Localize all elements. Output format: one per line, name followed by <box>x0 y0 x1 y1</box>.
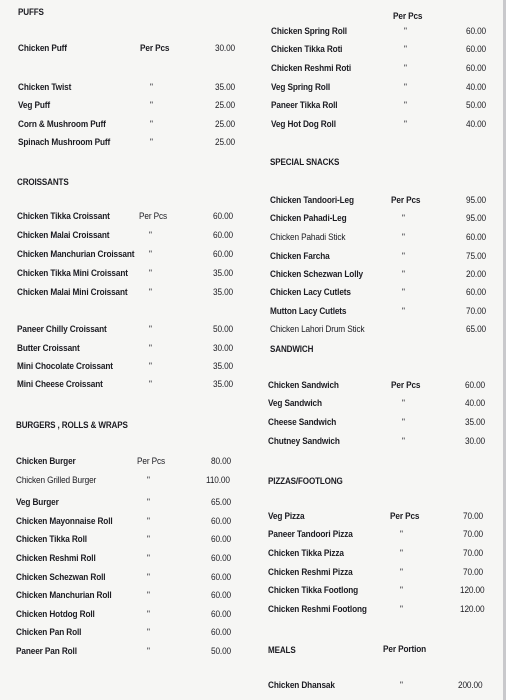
item-name: Chicken Farcha <box>270 251 330 262</box>
item-price: 80.00 <box>211 456 232 467</box>
item-price: 40.00 <box>466 82 487 93</box>
item-name: Chicken Pahadi-Leg <box>270 213 347 224</box>
item-unit: " <box>404 44 407 55</box>
item-unit: " <box>402 306 405 317</box>
item-name: Chicken Manchurian Croissant <box>17 249 135 260</box>
item-name: Mutton Lacy Cutlets <box>270 306 347 317</box>
item-unit: " <box>149 343 152 354</box>
item-price: 120.00 <box>460 585 485 596</box>
item-price: 60.00 <box>466 44 487 55</box>
item-name: Chicken Sandwich <box>268 380 339 391</box>
item-price: 70.00 <box>463 529 484 540</box>
section-heading-burgers: BURGERS , ROLLS & WRAPS <box>16 419 128 430</box>
item-name: Chicken Mayonnaise Roll <box>16 516 113 527</box>
item-price: 70.00 <box>463 567 484 578</box>
item-name: Chicken Reshmi Pizza <box>268 567 353 578</box>
item-name: Chicken Burger <box>16 456 76 467</box>
item-unit: " <box>147 572 150 583</box>
item-unit: " <box>149 324 152 335</box>
item-unit: " <box>402 287 405 298</box>
item-price: 60.00 <box>211 534 232 545</box>
item-unit: " <box>402 417 405 428</box>
item-name: Veg Puff <box>18 100 50 111</box>
item-unit: " <box>149 249 152 260</box>
item-unit: " <box>147 475 150 486</box>
section-heading-meals: MEALS <box>268 644 296 655</box>
item-name: Paneer Tikka Roll <box>271 100 338 111</box>
item-name: Chicken Tandoori-Leg <box>270 195 354 206</box>
item-name: Chicken Dhansak <box>268 680 335 691</box>
item-price: 35.00 <box>465 417 486 428</box>
item-name: Veg Hot Dog Roll <box>271 119 336 130</box>
item-price: 60.00 <box>213 230 234 241</box>
item-price: 70.00 <box>463 548 484 559</box>
item-unit: " <box>402 398 405 409</box>
item-name: Butter Croissant <box>17 343 80 354</box>
item-name: Chicken Reshmi Roll <box>16 553 96 564</box>
item-price: 20.00 <box>466 269 487 280</box>
item-name: Chicken Spring Roll <box>271 26 347 37</box>
item-unit: " <box>404 100 407 111</box>
item-price: 60.00 <box>211 609 232 620</box>
item-price: 25.00 <box>215 100 236 111</box>
item-unit: Per Pcs <box>139 211 167 222</box>
item-unit: Per Pcs <box>391 195 421 206</box>
item-name: Chicken Tikka Roll <box>16 534 87 545</box>
item-unit: " <box>147 627 150 638</box>
item-price: 70.00 <box>466 306 487 317</box>
item-price: 50.00 <box>211 646 232 657</box>
item-price: 30.00 <box>213 343 234 354</box>
item-unit: " <box>147 534 150 545</box>
item-price: 60.00 <box>465 380 486 391</box>
item-price: 65.00 <box>211 497 232 508</box>
item-unit: " <box>150 82 153 93</box>
item-name: Mini Chocolate Croissant <box>17 361 113 372</box>
item-price: 50.00 <box>466 100 487 111</box>
item-unit: " <box>400 585 403 596</box>
item-name: Chicken Reshmi Footlong <box>268 604 367 615</box>
item-price: 60.00 <box>466 26 487 37</box>
item-unit: " <box>400 680 403 691</box>
item-price: 35.00 <box>213 361 234 372</box>
item-unit: " <box>147 590 150 601</box>
item-unit: " <box>404 26 407 37</box>
item-name: Cheese Sandwich <box>268 417 337 428</box>
item-unit: " <box>150 100 153 111</box>
item-unit: " <box>404 119 407 130</box>
item-price: 95.00 <box>466 213 487 224</box>
item-name: Spinach Mushroom Puff <box>18 137 111 148</box>
item-name: Veg Sandwich <box>268 398 322 409</box>
item-unit: " <box>149 287 152 298</box>
item-price: 60.00 <box>213 249 234 260</box>
item-name: Mini Cheese Croissant <box>17 379 103 390</box>
item-price: 30.00 <box>465 436 486 447</box>
item-price: 60.00 <box>211 553 232 564</box>
item-unit: Per Pcs <box>390 511 420 522</box>
item-price: 60.00 <box>466 287 487 298</box>
item-price: 30.00 <box>215 43 236 54</box>
item-name: Veg Burger <box>16 497 59 508</box>
item-price: 200.00 <box>458 680 483 691</box>
item-name: Chicken Schezwan Roll <box>16 572 106 583</box>
item-name: Chicken Lacy Cutlets <box>270 287 351 298</box>
item-price: 35.00 <box>215 82 236 93</box>
item-price: 35.00 <box>213 287 234 298</box>
item-unit: " <box>149 379 152 390</box>
item-unit: " <box>150 137 153 148</box>
item-price: 35.00 <box>213 268 234 279</box>
item-unit: " <box>404 82 407 93</box>
item-name: Chicken Pahadi Stick <box>270 232 346 243</box>
item-unit: " <box>147 609 150 620</box>
item-name: Veg Spring Roll <box>271 82 331 93</box>
item-price: 60.00 <box>213 211 234 222</box>
item-unit: " <box>400 529 403 540</box>
item-price: 40.00 <box>465 398 486 409</box>
item-unit: " <box>150 119 153 130</box>
item-unit: " <box>402 436 405 447</box>
item-name: Chicken Lahori Drum Stick <box>270 324 365 335</box>
section-heading-sandwich: SANDWICH <box>270 343 314 354</box>
item-unit: " <box>149 361 152 372</box>
item-name: Chicken Manchurian Roll <box>16 590 112 601</box>
item-price: 40.00 <box>466 119 487 130</box>
item-price: 120.00 <box>460 604 485 615</box>
item-unit: " <box>402 232 405 243</box>
item-price: 35.00 <box>213 379 234 390</box>
item-unit: " <box>400 548 403 559</box>
item-name: Paneer Chilly Croissant <box>17 324 107 335</box>
item-unit: " <box>149 230 152 241</box>
section-heading-puffs: PUFFS <box>18 6 44 17</box>
section-heading-special-snacks: SPECIAL SNACKS <box>270 156 340 167</box>
item-unit: Per Pcs <box>137 456 165 467</box>
item-name: Chicken Malai Croissant <box>17 230 110 241</box>
item-unit: " <box>402 213 405 224</box>
item-name: Chicken Puff <box>18 43 67 54</box>
item-unit: " <box>402 251 405 262</box>
item-price: 65.00 <box>466 324 487 335</box>
item-price: 95.00 <box>466 195 487 206</box>
item-price: 25.00 <box>215 137 236 148</box>
item-name: Paneer Tandoori Pizza <box>268 529 353 540</box>
item-name: Chicken Tikka Pizza <box>268 548 344 559</box>
item-name: Chicken Tikka Roti <box>271 44 343 55</box>
item-name: Chicken Schezwan Lolly <box>270 269 363 280</box>
item-price: 60.00 <box>211 590 232 601</box>
item-price: 60.00 <box>211 516 232 527</box>
item-unit: " <box>404 63 407 74</box>
item-price: 60.00 <box>211 572 232 583</box>
item-price: 70.00 <box>463 511 484 522</box>
item-name: Chicken Tikka Footlong <box>268 585 359 596</box>
item-name: Chicken Reshmi Roti <box>271 63 352 74</box>
item-unit: " <box>147 553 150 564</box>
section-heading-croissants: CROISSANTS <box>17 176 69 187</box>
item-price: 60.00 <box>211 627 232 638</box>
item-unit: " <box>400 604 403 615</box>
item-name: Chicken Tikka Mini Croissant <box>17 268 128 279</box>
item-name: Chicken Hotdog Roll <box>16 609 95 620</box>
item-price: 50.00 <box>213 324 234 335</box>
item-name: Paneer Pan Roll <box>16 646 77 657</box>
item-name: Chicken Grilled Burger <box>16 475 97 486</box>
section-heading-pizzas: PIZZAS/FOOTLONG <box>268 475 343 486</box>
item-unit: " <box>147 516 150 527</box>
item-name: Chicken Malai Mini Croissant <box>17 287 128 298</box>
item-name: Chutney Sandwich <box>268 436 340 447</box>
item-unit: Per Pcs <box>391 380 421 391</box>
item-unit: " <box>402 269 405 280</box>
item-name: Corn & Mushroom Puff <box>18 119 106 130</box>
item-price: 60.00 <box>466 232 487 243</box>
item-name: Chicken Tikka Croissant <box>17 211 110 222</box>
item-unit: Per Pcs <box>140 43 170 54</box>
item-unit: " <box>147 497 150 508</box>
item-price: 60.00 <box>466 63 487 74</box>
meals-unit: Per Portion <box>383 644 427 655</box>
item-unit: " <box>400 567 403 578</box>
item-unit: " <box>147 646 150 657</box>
item-price: 25.00 <box>215 119 236 130</box>
top-unit-header: Per Pcs <box>393 11 423 22</box>
item-name: Veg Pizza <box>268 511 305 522</box>
item-name: Chicken Pan Roll <box>16 627 82 638</box>
item-price: 110.00 <box>206 475 230 486</box>
item-price: 75.00 <box>466 251 487 262</box>
item-unit: " <box>149 268 152 279</box>
item-name: Chicken Twist <box>18 82 72 93</box>
